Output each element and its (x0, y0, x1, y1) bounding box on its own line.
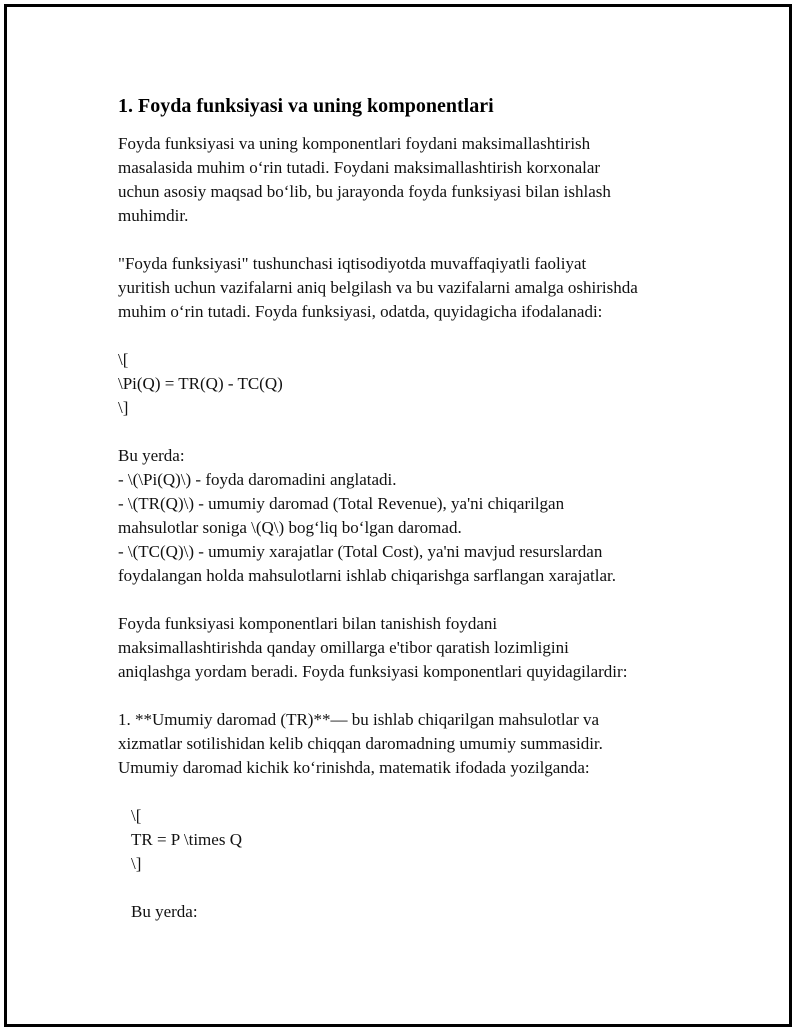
document-body (118, 92, 698, 924)
definition-paragraph: "Foyda funksiyasi" tushunchasi iqtisodiyotda muvaffaqiyatli faoliyat yuritish uchun vazifalarni aniq belgilash va bu vazifalarni amalga oshirishda muhim o‘rin tutadi. Foyda funksiyasi, odatda, quyidagicha ifodalanadi: (118, 254, 638, 321)
section-heading: 1. Foyda funksiyasi va uning komponentlari (118, 95, 494, 117)
formula-explanation: Bu yerda: - \(\Pi(Q)\) - foyda daromadini anglatadi. - \(TR(Q)\) - umumiy daromad (Total Revenue), ya'ni chiqarilgan mahsulotlar soniga \(Q\) bog‘liq bo‘lgan daromad. - \(TC(Q)\) - umumiy xarajatlar (Total Cost), ya'ni mavjud resurslardan foydalangan holda mahsulotlarni ishlab chiqarishga sarflangan xarajatlar. (118, 446, 617, 585)
total-revenue-item: 1. **Umumiy daromad (TR)**— bu ishlab chiqarilgan mahsulotlar va xizmatlar sotilishidan kelib chiqqan daromadning umumiy summasidir. Umumiy daromad kichik ko‘rinishda, matematik ifodada yozilganda: (118, 710, 603, 777)
components-intro-paragraph: Foyda funksiyasi komponentlari bilan tanishish foydani maksimallashtirishda qanday omillarga e'tibor qaratish lozimligini aniqlashga yordam beradi. Foyda funksiyasi komponentlari quyidagilardir: (118, 614, 628, 681)
intro-paragraph: Foyda funksiyasi va uning komponentlari foydani maksimallashtirish masalasida muhim o‘rin tutadi. Foydani maksimallashtirish korxonalar uchun asosiy maqsad bo‘lib, bu jarayonda foyda funksiyasi bilan ishlash muhimdir. (118, 134, 611, 225)
profit-formula: \[ \Pi(Q) = TR(Q) - TC(Q) \] (118, 350, 283, 417)
revenue-formula: \[ TR = P \times Q \] (131, 806, 242, 873)
revenue-explanation-start: Bu yerda: (131, 902, 198, 921)
